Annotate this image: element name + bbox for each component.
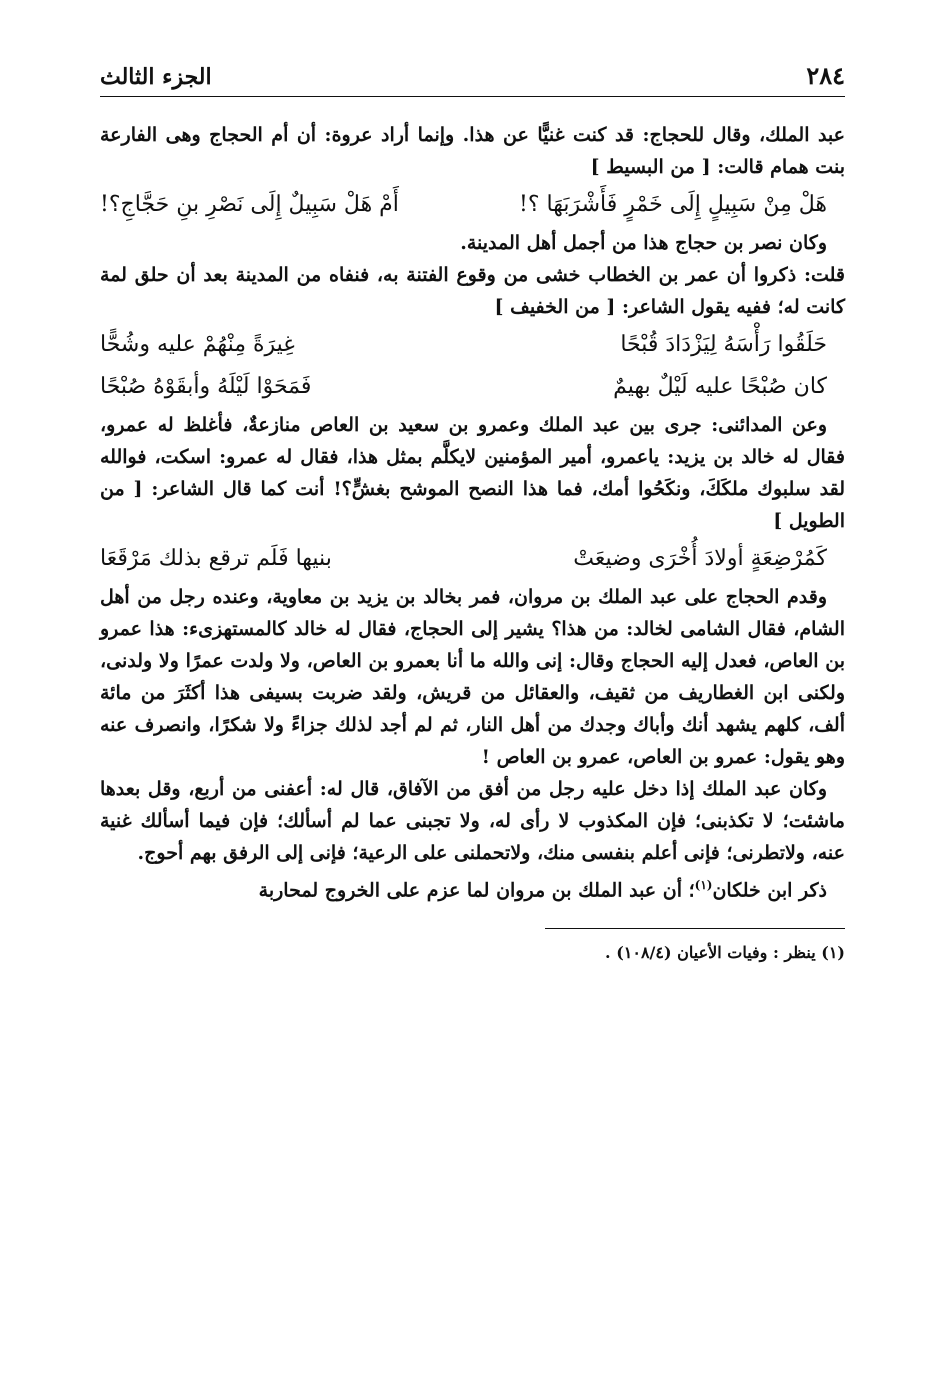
footnote-reference[interactable]: (١)	[694, 878, 713, 892]
paragraph-3: قلت: ذكروا أن عمر بن الخطاب خشى من وقوع الفتنة به، فنفاه من المدينة بعد أن حلق لمة كانت له؛ ففيه يقول الشاعر: [ من الخفيف ]	[100, 264, 845, 318]
verse-4-first-hemistich: كَمُرْضِعَةٍ أولادَ أُخْرَى وضيعَتْ	[573, 546, 827, 571]
page-header	[100, 50, 845, 97]
paragraph-1: عبد الملك، وقال للحجاج: قد كنت غنيًّا عن هذا. وإنما أراد عروة: أن أم الحجاج وهى الفارعة بنت همام قالت: [ من البسيط ]	[100, 124, 845, 178]
verse-3-second-hemistich: فَمَحَوْا لَيْلَهُ وأبقَوْهُ صُبْحًا	[100, 374, 312, 399]
running-title: الجزء الثالث	[100, 64, 212, 90]
page-number: ٢٨٤	[806, 61, 845, 90]
verse-2	[100, 325, 845, 365]
book-page	[100, 50, 845, 1350]
footnote-separator	[545, 928, 845, 929]
verse-3-first-hemistich: كان صُبْحًا عليه لَيْلٌ بهيمٌ	[613, 374, 827, 399]
verse-3	[100, 367, 845, 407]
verse-2-first-hemistich: حَلَقُوا رَأْسَهُ لِيَزْدَادَ قُبْحًا	[620, 332, 827, 357]
paragraph-7-rest: ؛ أن عبد الملك بن مروان لما عزم على الخروج لمحاربة	[258, 879, 695, 902]
paragraph-4: وعن المدائنى: جرى بين عبد الملك وعمرو بن سعيد بن العاص منازعةٌ، فأغلظ له عمرو، فقال له خالد بن يزيد: ياعمرو، أمير المؤمنين لايكلَّم بمثل هذا، فقال له عمرو: اسكت، فوالله لقد سلبوك ملكَكَ، ونكَحُوا أمك، فما هذا النصح الموشح بغشٍّ؟! أنت كما قال الشاعر: [ من الطويل ]	[100, 414, 845, 532]
verse-1-first-hemistich: هَلْ مِنْ سَبِيلٍ إِلَى خَمْرٍ فَأَشْرَبَهَا ؟!	[518, 192, 827, 217]
paragraph-6: وكان عبد الملك إذا دخل عليه رجل من أفق من الآفاق، قال له: أعفنى من أربع، وقل بعدها ماشئت؛ لا تكذبنى؛ فإن المكذوب لا رأى له، ولا تجبنى عما لم أسألك؛ فإن فيما أسألك غنية عنه، ولاتطرنى؛ فإنى أعلم بنفسى منك، ولاتحملنى على الرعية؛ فإنى إلى الرفق بهم أحوج.	[100, 778, 845, 864]
verse-1	[100, 185, 845, 225]
verse-1-second-hemistich: أَمْ هَلْ سَبِيلٌ إِلَى نَصْرِ بنِ حَجَّاجِ؟!	[100, 192, 399, 217]
paragraph-7-start: ذكر ابن خلكان	[712, 879, 827, 902]
paragraph-2: وكان نصر بن حجاج هذا من أجمل أهل المدينة.	[460, 232, 827, 254]
verse-4-second-hemistich: بنيها فَلَم ترقع بذلك مَرْقَعَا	[100, 546, 332, 571]
paragraph-7	[100, 869, 845, 906]
paragraph-5: وقدم الحجاج على عبد الملك بن مروان، فمر بخالد بن يزيد بن معاوية، وعنده رجل من أهل الشام، فقال الشامى لخالد: من هذا؟ يشير إلى الحجاج، فقال له خالد كالمستهزىء: هذا عمرو بن العاص، فعدل إليه الحجاج وقال: إنى والله ما أنا بعمرو بن العاص، ولا ولدت عمرًا ولا ولدنى، ولكنى ابن الغطاريف من ثقيف، والعقائل من قريش، ولقد ضربت بسيفى هذا أكثَرَ من مائة ألف، كلهم يشهد أنك وأباك وجدك من أهل النار، ثم لم أجد لذلك جزاءً ولا شكرًا، وانصرف عنه وهو يقول: عمرو بن العاص، عمرو بن العاص !	[100, 586, 845, 768]
footnote-1: (١) ينظر : وفيات الأعيان (١٠٨/٤) .	[605, 943, 845, 963]
page-body	[100, 119, 845, 969]
verse-4	[100, 539, 845, 579]
verse-2-second-hemistich: غِيرَةً مِنْهُمْ عليه وشُحًّا	[100, 332, 295, 357]
